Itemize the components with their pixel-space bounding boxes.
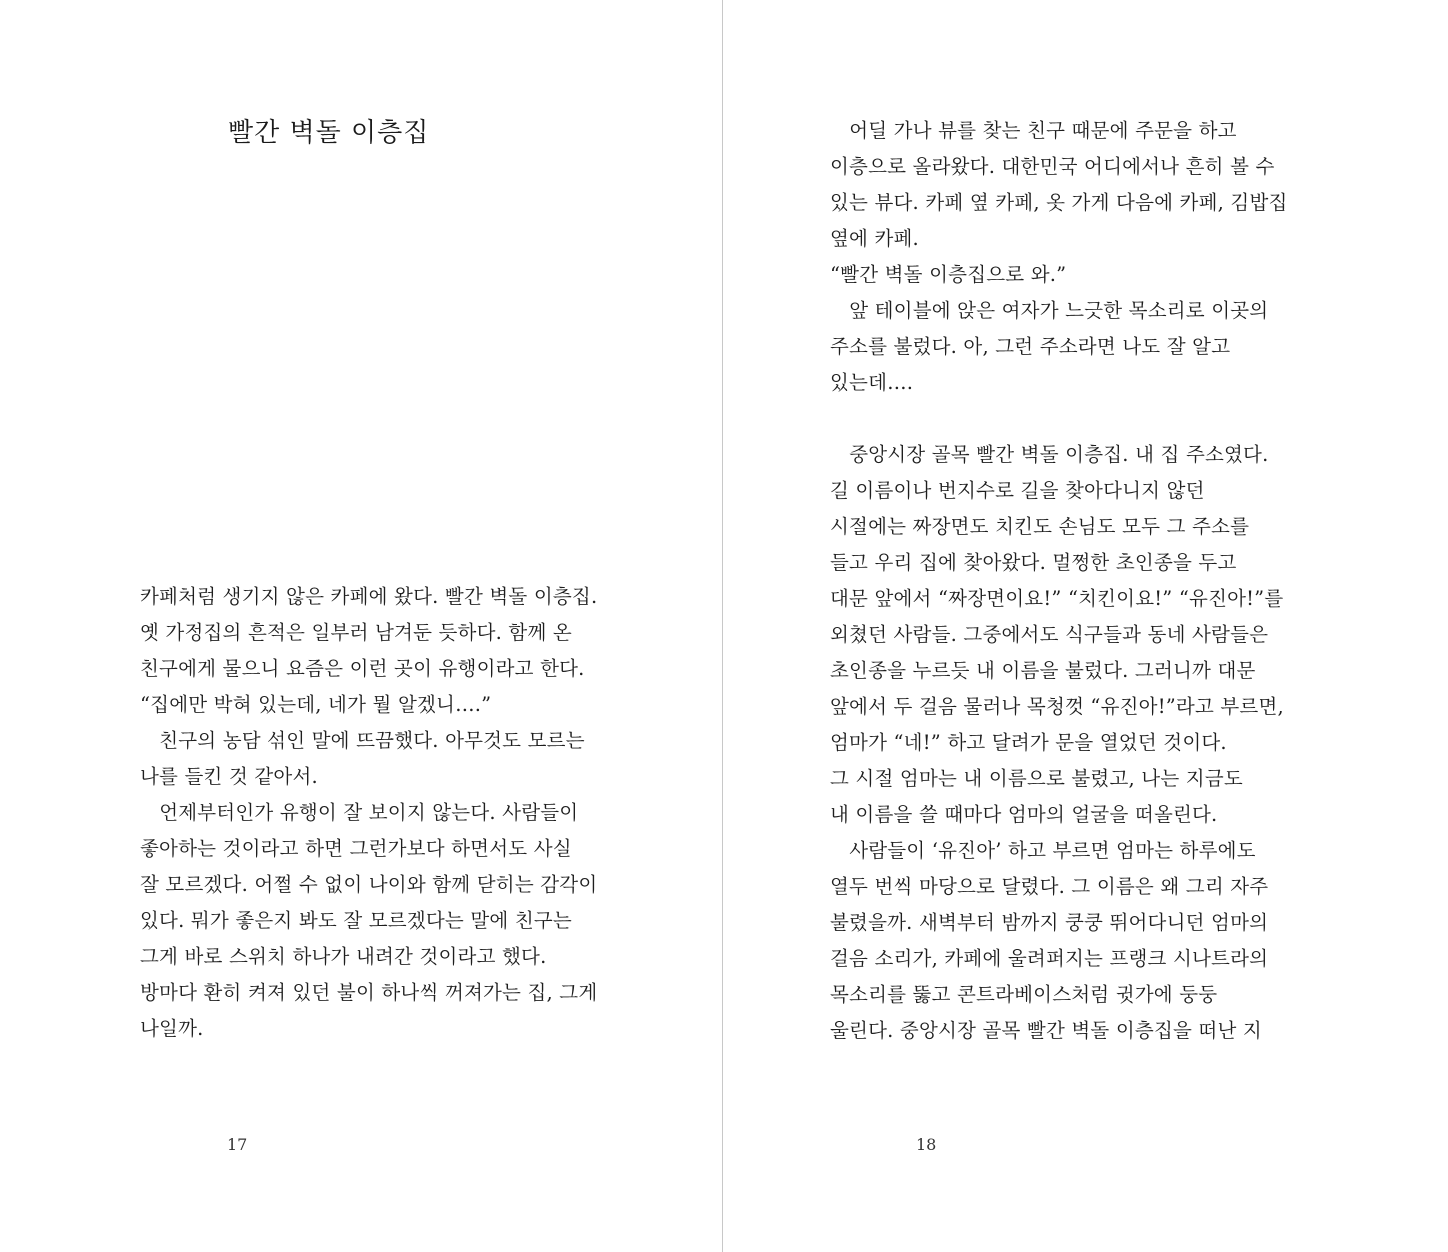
text-line: 불렸을까. 새벽부터 밤까지 쿵쿵 뛰어다니던 엄마의 [830,911,1269,934]
text-line: 목소리를 뚫고 콘트라베이스처럼 귓가에 둥둥 [830,983,1218,1006]
text-line: 그게 바로 스위치 하나가 내려간 것이라고 했다. [140,945,547,968]
text-line: 초인종을 누르듯 내 이름을 불렀다. 그러니까 대문 [830,659,1256,682]
text-line: 언제부터인가 유행이 잘 보이지 않는다. 사람들이 [140,801,579,824]
text-line: “집에만 박혀 있는데, 네가 뭘 알겠니….” [140,693,492,716]
text-line: 나일까. [140,1017,204,1040]
text-line: 시절에는 짜장면도 치킨도 손님도 모두 그 주소를 [830,515,1250,538]
text-line: 있다. 뭐가 좋은지 봐도 잘 모르겠다는 말에 친구는 [140,909,572,932]
text-line: 옆에 카페. [830,227,919,250]
text-line: 잘 모르겠다. 어쩔 수 없이 나이와 함께 닫히는 감각이 [140,873,598,896]
text-line: 대문 앞에서 “짜장면이요!” “치킨이요!” “유진아!”를 [830,587,1284,610]
left-page-body [140,579,597,1047]
left-page [0,0,722,1252]
text-line: 앞에서 두 걸음 물러나 목청껏 “유진아!”라고 부르면, [830,695,1284,718]
text-line: 좋아하는 것이라고 하면 그런가보다 하면서도 사실 [140,837,572,860]
text-line: 친구의 농담 섞인 말에 뜨끔했다. 아무것도 모르는 [140,729,585,752]
right-page-body [830,113,1288,1049]
text-line: 내 이름을 쓸 때마다 엄마의 얼굴을 떠올린다. [830,803,1218,826]
text-line: “빨간 벽돌 이층집으로 와.” [830,263,1067,286]
page-number: 17 [227,1135,248,1154]
text-line: 울린다. 중앙시장 골목 빨간 벽돌 이층집을 떠난 지 [830,1019,1262,1042]
text-line: 있는데…. [830,371,914,394]
text-line: 외쳤던 사람들. 그중에서도 식구들과 동네 사람들은 [830,623,1269,646]
text-line: 길 이름이나 번지수로 길을 찾아다니지 않던 [830,479,1205,502]
text-line: 걸음 소리가, 카페에 울려퍼지는 프랭크 시나트라의 [830,947,1269,970]
text-line: 이층으로 올라왔다. 대한민국 어디에서나 흔히 볼 수 [830,155,1275,178]
text-line: 사람들이 ‘유진아’ 하고 부르면 엄마는 하루에도 [830,839,1256,862]
blank-line [830,401,1288,437]
text-line: 앞 테이블에 앉은 여자가 느긋한 목소리로 이곳의 [830,299,1269,322]
text-line: 어딜 가나 뷰를 찾는 친구 때문에 주문을 하고 [830,119,1237,142]
page-number: 18 [916,1135,937,1154]
text-line: 옛 가정집의 흔적은 일부러 남겨둔 듯하다. 함께 온 [140,621,572,644]
text-line: 친구에게 물으니 요즘은 이런 곳이 유행이라고 한다. [140,657,585,680]
text-line: 주소를 불렀다. 아, 그런 주소라면 나도 잘 알고 [830,335,1231,358]
text-line: 들고 우리 집에 찾아왔다. 멀쩡한 초인종을 두고 [830,551,1237,574]
text-line: 방마다 환히 켜져 있던 불이 하나씩 꺼져가는 집, 그게 [140,981,598,1004]
text-line: 나를 들킨 것 같아서. [140,765,318,788]
text-line: 열두 번씩 마당으로 달렸다. 그 이름은 왜 그리 자주 [830,875,1269,898]
text-line: 중앙시장 골목 빨간 벽돌 이층집. 내 집 주소였다. [830,443,1269,466]
chapter-title: 빨간 벽돌 이층집 [228,118,430,148]
text-line: 있는 뷰다. 카페 옆 카페, 옷 가게 다음에 카페, 김밥집 [830,191,1288,214]
text-line: 카페처럼 생기지 않은 카페에 왔다. 빨간 벽돌 이층집. [140,585,598,608]
text-line: 엄마가 “네!” 하고 달려가 문을 열었던 것이다. [830,731,1227,754]
text-line: 그 시절 엄마는 내 이름으로 불렸고, 나는 지금도 [830,767,1243,790]
right-page [723,0,1448,1252]
